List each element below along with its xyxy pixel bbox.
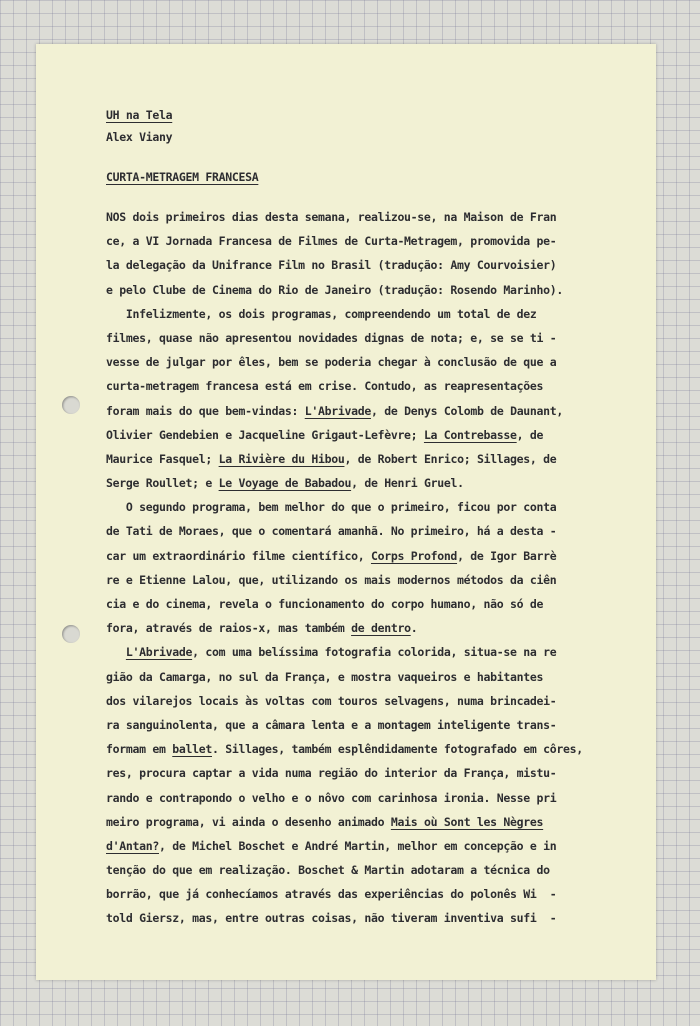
article-title-text: CURTA-METRAGEM FRANCESA (106, 170, 259, 184)
article-body (106, 205, 636, 931)
line-text: re e Etienne Lalou, que, utilizando os mais modernos métodos da ciên (106, 572, 557, 587)
line-text: , de Robert Enrico; Sillages, de (344, 451, 557, 466)
author-name: Alex Viany (106, 130, 173, 144)
text-line (106, 616, 636, 640)
line-text: vesse de julgar por êles, bem se poderia chegar à conclusão de que a (106, 355, 557, 370)
underlined-title: L'Abrivade (304, 403, 371, 418)
typed-document (106, 104, 636, 931)
underlined-title: Le Voyage de Babadou (218, 476, 352, 491)
line-text: cia e do cinema, revela o funcionamento do corpo humano, não só de (106, 597, 544, 611)
line-text: filmes, quase não apresentou novidades dignas de nota; e, se se ti - (106, 330, 557, 345)
text-line (106, 544, 636, 568)
text-line (106, 568, 636, 592)
line-text: foram mais do que bem-vindas: (106, 403, 305, 418)
underlined-title: Corps Profond (370, 548, 458, 563)
line-text: told Giersz, mas, entre outras coisas, não tiveram inventiva sufi - (106, 911, 557, 926)
text-line (106, 737, 636, 761)
line-text: . (410, 621, 418, 636)
text-line (106, 858, 636, 882)
text-line (106, 592, 636, 616)
line-text: curta-metragem francesa está em crise. Contudo, as reapresentações (106, 379, 544, 394)
line-text: de Tati de Moraes, que o comentará amanhã. No primeiro, há a desta - (106, 524, 557, 539)
line-text (106, 645, 126, 659)
text-line (106, 519, 636, 543)
line-text: tenção do que em realização. Boschet & Martin adotaram a técnica do (106, 863, 550, 878)
line-text: Infelizmente, os dois programas, compreendendo um total de dez (106, 306, 537, 321)
line-text: la delegação da Unifrance Film no Brasil (tradução: Amy Courvoisier) (106, 258, 557, 273)
text-line (106, 834, 636, 858)
punch-hole-upper (62, 396, 80, 414)
line-text: Serge Roullet; e (106, 476, 219, 491)
text-line (106, 399, 636, 423)
line-text: O segundo programa, bem melhor do que o primeiro, ficou por conta (106, 500, 557, 515)
text-line (106, 713, 636, 737)
line-text: , de Denys Colomb de Daunant, (370, 403, 564, 418)
column-name: UH na Tela (106, 108, 173, 122)
text-line (106, 471, 636, 495)
text-line (106, 495, 636, 519)
line-text: fora, através de raios-x, mas também (106, 621, 352, 636)
line-text: dos vilarejos locais às voltas com touros selvagens, numa brincadei- (106, 693, 557, 708)
line-text: formam em (106, 742, 173, 757)
text-line (106, 253, 636, 277)
text-line (106, 278, 636, 302)
underlined-title: Mais où Sont les Nègres (390, 814, 544, 829)
text-line (106, 882, 636, 906)
text-line (106, 447, 636, 471)
line-text: ra sanguinolenta, que a câmara lenta e a montagem inteligente trans- (106, 717, 557, 732)
line-text: , de Michel Boschet e André Martin, melhor em concepção e in (159, 838, 557, 853)
line-text: , de Henri Gruel. (351, 476, 464, 491)
punch-hole-lower (62, 625, 80, 643)
text-line (106, 761, 636, 785)
line-text: Maurice Fasquel; (106, 451, 219, 466)
paper-sheet (36, 44, 656, 980)
underlined-title: ballet (172, 742, 212, 757)
line-text: rando e contrapondo o velho e o nôvo com carinhosa ironia. Nesse pri (106, 790, 557, 805)
line-text: e pelo Clube de Cinema do Rio de Janeiro (tradução: Rosendo Marinho). (106, 282, 564, 297)
text-line (106, 326, 636, 350)
line-text: NOS dois primeiros dias desta semana, realizou-se, na Maison de Fran (106, 210, 557, 224)
underlined-title: de dentro (351, 621, 411, 636)
article-title (106, 166, 636, 188)
line-text: , de Igor Barrè (457, 548, 557, 563)
text-line (106, 640, 636, 664)
text-line (106, 423, 636, 447)
text-line (106, 810, 636, 834)
underlined-title: d'Antan? (106, 838, 159, 853)
text-line (106, 350, 636, 374)
text-line (106, 906, 636, 930)
document-header (106, 104, 636, 148)
text-line (106, 302, 636, 326)
line-text: car um extraordinário filme científico, (106, 548, 371, 563)
underlined-title: La Contrebasse (423, 427, 517, 442)
text-line (106, 689, 636, 713)
line-text: res, procura captar a vida numa região do interior da França, mistu- (106, 766, 557, 781)
line-text: . Sillages, também esplêndidamente fotografado em côres, (212, 742, 583, 757)
text-line (106, 229, 636, 253)
line-text: gião da Camarga, no sul da França, e mostra vaqueiros e habitantes (106, 669, 544, 684)
text-line (106, 205, 636, 229)
text-line (106, 374, 636, 398)
underlined-title: L'Abrivade (125, 645, 193, 660)
underlined-title: La Rivière du Hibou (218, 451, 345, 466)
text-line (106, 786, 636, 810)
line-text: borrão, que já conhecíamos através das experiências do polonês Wi - (106, 887, 557, 902)
line-text: , de (516, 427, 544, 442)
line-text: ce, a VI Jornada Francesa de Filmes de Curta-Metragem, promovida pe- (106, 234, 557, 249)
line-text: , com uma belíssima fotografia colorida, situa-se na re (192, 645, 557, 660)
line-text: Olivier Gendebien e Jacqueline Grigaut-Lefèvre; (106, 427, 424, 442)
text-line (106, 665, 636, 689)
line-text: meiro programa, vi ainda o desenho animado (106, 814, 391, 829)
